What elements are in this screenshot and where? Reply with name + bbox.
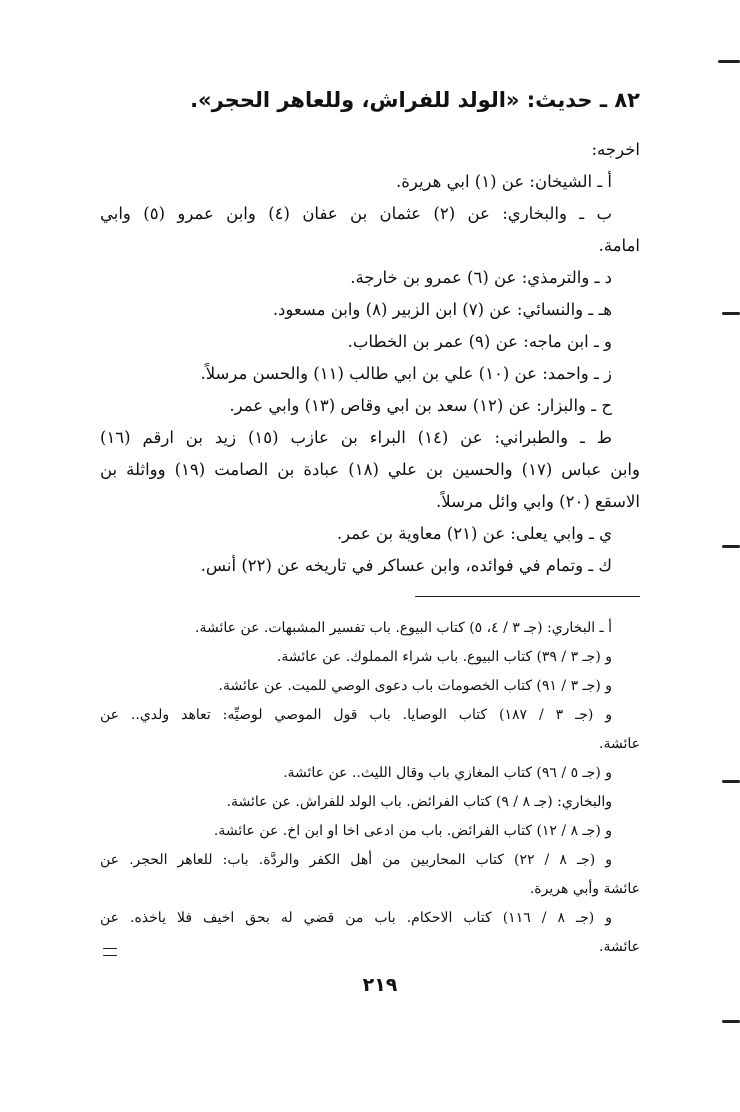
main-text xyxy=(100,134,640,582)
margin-tick xyxy=(722,1020,740,1023)
margin-tick xyxy=(722,780,740,783)
footnote-line: و (جـ ٣ / ٣٩) كتاب البيوع. باب شراء المملوك. عن عائشة. xyxy=(276,649,612,665)
footnote-line: و (جـ ٨ / ١١٦) كتاب الاحكام. باب من قضي له بحق اخيف فلا ياخذه. عن xyxy=(100,910,612,926)
margin-tick xyxy=(722,545,740,548)
main-line: ط ـ والطبراني: عن (١٤) البراء بن عازب (١٥) زيد بن ارقم (١٦) xyxy=(100,428,613,447)
margin-tick xyxy=(718,60,740,63)
main-line: ح ـ والبزار: عن (١٢) سعد بن ابي وقاص (١٣) وابي عمر. xyxy=(229,396,612,415)
main-line: هـ ـ والنسائي: عن (٧) ابن الزبير (٨) وابن مسعود. xyxy=(272,300,612,319)
hadith-heading: ٨٢ ـ حديث: «الولد للفراش، وللعاهر الحجر». xyxy=(190,88,640,112)
main-line: أ ـ الشيخان: عن (١) ابي هريرة. xyxy=(395,172,612,191)
main-line: ي ـ وابي يعلى: عن (٢١) معاوية بن عمر. xyxy=(336,524,612,543)
footnotes xyxy=(100,614,640,962)
footnote-line: و (جـ ٥ / ٩٦) كتاب المغازي باب وقال الليث.. عن عائشة. xyxy=(283,765,612,781)
main-line: و ـ ابن ماجه: عن (٩) عمر بن الخطاب. xyxy=(347,332,612,351)
footnote-line: أ ـ البخاري: (جـ ٣ / ٤، ٥) كتاب البيوع. باب تفسير المشبهات. عن عائشة. xyxy=(195,620,612,636)
continuation-mark xyxy=(103,948,117,956)
main-line: امامة. xyxy=(598,236,640,255)
main-line: اخرجه: xyxy=(591,140,640,159)
footnote-line: و (جـ ٣ / ١٨٧) كتاب الوصايا. باب قول الموصي لوصيِّه: تعاهد ولدي.. عن xyxy=(100,707,613,723)
main-line: الاسقع (٢٠) وابي وائل مرسلاً. xyxy=(436,492,640,511)
footnote-separator xyxy=(415,596,640,597)
footnote-line: عائشة. xyxy=(599,736,640,752)
main-line: ز ـ واحمد: عن (١٠) علي بن ابي طالب (١١) والحسن مرسلاً. xyxy=(200,364,612,383)
footnote-line: عائشة. xyxy=(599,939,640,955)
main-line: وابن عباس (١٧) والحسين بن علي (١٨) عبادة بن الصامت (١٩) وواثلة بن xyxy=(100,460,640,479)
footnote-line: والبخاري: (جـ ٨ / ٩) كتاب الفرائض. باب الولد للفراش. عن عائشة. xyxy=(226,794,612,810)
main-line: د ـ والترمذي: عن (٦) عمرو بن خارجة. xyxy=(350,268,612,287)
footnote-line: و (جـ ٨ / ١٢) كتاب الفرائض. باب من ادعى اخا او ابن اخ. عن عائشة. xyxy=(213,823,612,839)
page-number: ٢١٩ xyxy=(362,974,398,996)
main-line: ب ـ والبخاري: عن (٢) عثمان بن عفان (٤) وابن عمرو (٥) وابي xyxy=(100,204,612,223)
footnote-line: و (جـ ٣ / ٩١) كتاب الخصومات باب دعوى الوصي للميت. عن عائشة. xyxy=(218,678,612,694)
footnote-line: عائشة وأبي هريرة. xyxy=(529,881,640,897)
main-line: ك ـ وتمام في فوائده، وابن عساكر في تاريخه عن (٢٢) أنس. xyxy=(200,556,612,575)
footnote-line: و (جـ ٨ / ٢٢) كتاب المحاربين من أهل الكفر والردَّة. باب: للعاهر الحجر. عن xyxy=(100,852,612,868)
margin-tick xyxy=(722,312,740,315)
